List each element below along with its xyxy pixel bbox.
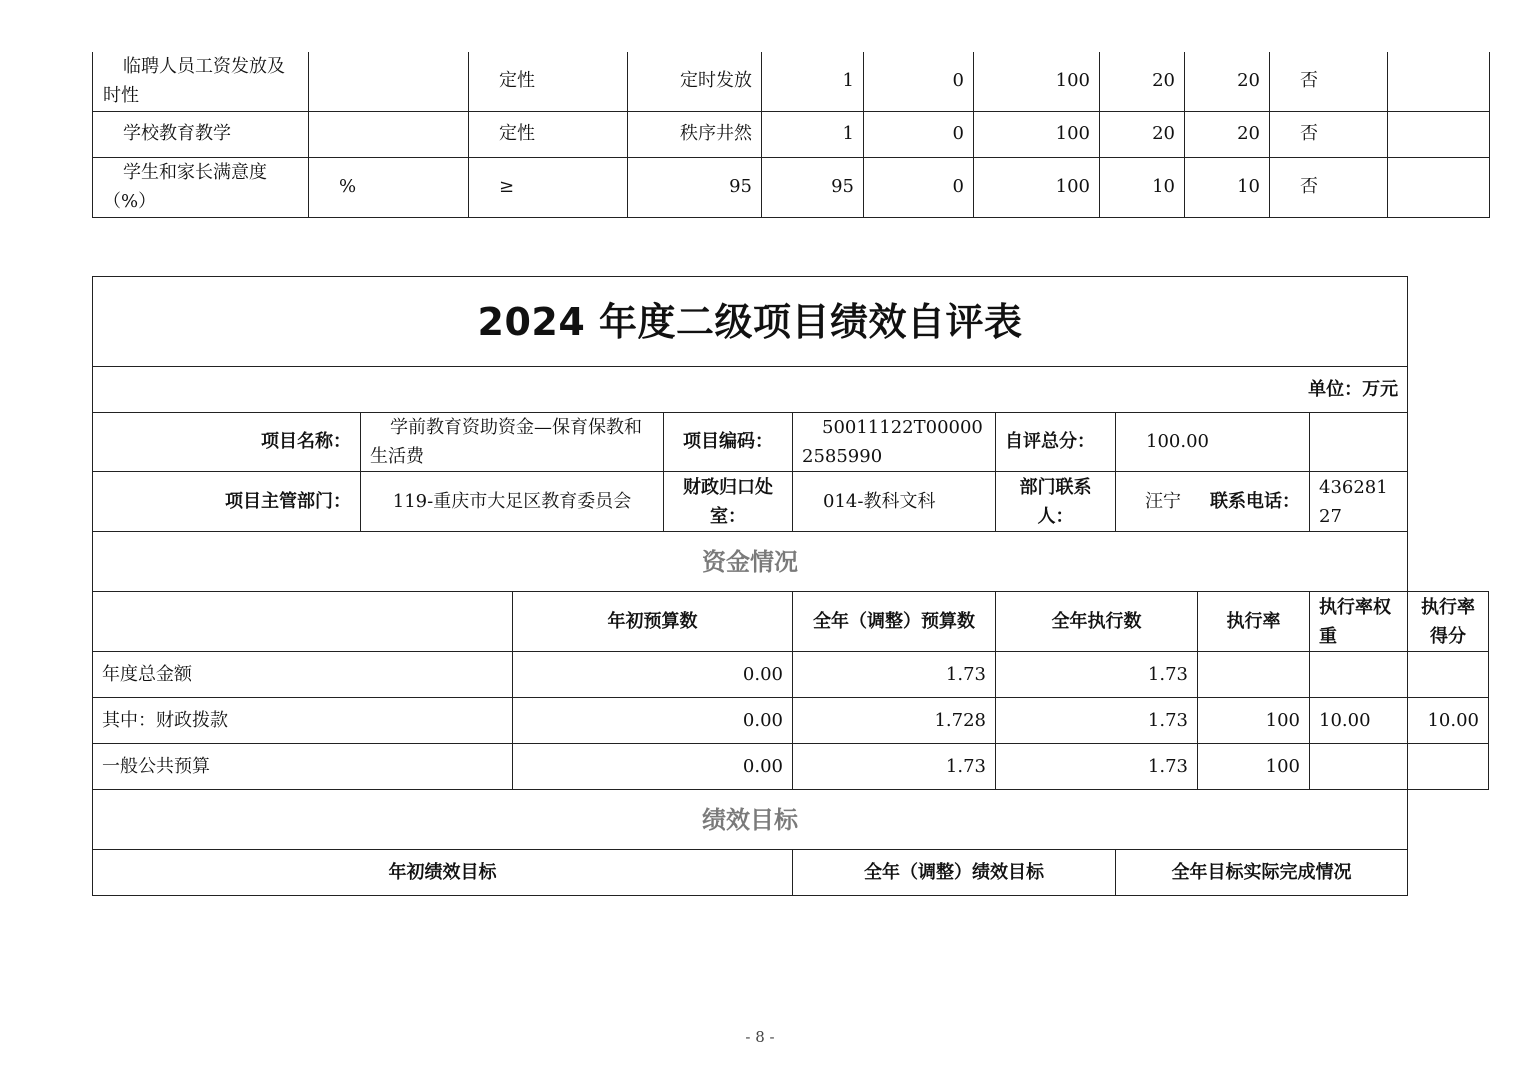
finance-label: 财政归口处室： xyxy=(664,472,793,532)
rate-cell xyxy=(1198,652,1310,698)
self-score-label: 自评总分： xyxy=(996,413,1116,472)
flag-cell: 否 xyxy=(1270,52,1388,111)
empty-cell xyxy=(1310,413,1408,472)
row-label: 其中：财政拨款 xyxy=(93,698,513,744)
rate-cell: 100 xyxy=(1198,698,1310,744)
contact-label: 部门联系人： xyxy=(996,472,1116,532)
col-header: 执行率 xyxy=(1198,592,1310,652)
perf-section-title: 绩效目标 xyxy=(93,790,1408,850)
initial-cell: 0.00 xyxy=(513,698,793,744)
dept-value: 119-重庆市大足区教育委员会 xyxy=(361,472,664,532)
perf-header-row xyxy=(93,850,1489,896)
actual-cell: 1 xyxy=(762,52,864,111)
col-header: 执行率权重 xyxy=(1310,592,1408,652)
evaluation-form xyxy=(92,276,1489,896)
weight-cell: 10 xyxy=(1100,157,1185,217)
weight-cell: 20 xyxy=(1100,111,1185,157)
unit-cell xyxy=(309,111,469,157)
score-cell xyxy=(1408,652,1489,698)
contact-value: 汪宁 xyxy=(1145,490,1181,512)
score-cell: 10.00 xyxy=(1408,698,1489,744)
actual-cell: 95 xyxy=(762,157,864,217)
rate-cell: 100 xyxy=(974,52,1100,111)
note-cell xyxy=(1388,157,1490,217)
rate-cell: 100 xyxy=(974,111,1100,157)
funds-section-title: 资金情况 xyxy=(93,532,1408,592)
note-cell xyxy=(1388,52,1490,111)
col-header: 全年执行数 xyxy=(996,592,1198,652)
phone-value: 43628127 xyxy=(1310,472,1408,532)
table-row xyxy=(93,111,1490,157)
weight-cell: 10.00 xyxy=(1310,698,1408,744)
self-score-value: 100.00 xyxy=(1116,413,1310,472)
indicator-name: 学校教育教学 xyxy=(93,111,309,157)
table-row xyxy=(93,157,1490,217)
deviation-cell: 0 xyxy=(864,52,974,111)
funds-header-row xyxy=(93,592,1489,652)
target-cell: 秩序井然 xyxy=(628,111,762,157)
row-label: 年度总金额 xyxy=(93,652,513,698)
form-title: 2024 年度二级项目绩效自评表 xyxy=(93,277,1408,367)
project-code-label: 项目编码： xyxy=(664,413,793,472)
weight-cell xyxy=(1310,744,1408,790)
executed-cell: 1.73 xyxy=(996,652,1198,698)
adjusted-cell: 1.73 xyxy=(793,744,996,790)
nature-cell: 定性 xyxy=(469,111,628,157)
unit-note: 单位：万元 xyxy=(93,367,1408,413)
nature-cell: ≥ xyxy=(469,157,628,217)
col-header: 年初预算数 xyxy=(513,592,793,652)
dept-label: 项目主管部门： xyxy=(93,472,361,532)
col-header: 全年（调整）绩效目标 xyxy=(793,850,1116,896)
note-cell xyxy=(1388,111,1490,157)
weight-cell: 20 xyxy=(1100,52,1185,111)
col-header: 执行率得分 xyxy=(1408,592,1489,652)
project-code-value: 50011122T000002585990 xyxy=(793,413,996,472)
col-header: 全年（调整）预算数 xyxy=(793,592,996,652)
actual-cell: 1 xyxy=(762,111,864,157)
adjusted-cell: 1.728 xyxy=(793,698,996,744)
executed-cell: 1.73 xyxy=(996,698,1198,744)
flag-cell: 否 xyxy=(1270,111,1388,157)
unit-cell: % xyxy=(309,157,469,217)
rate-cell: 100 xyxy=(974,157,1100,217)
weight-cell xyxy=(1310,652,1408,698)
table-row xyxy=(93,698,1489,744)
rate-cell: 100 xyxy=(1198,744,1310,790)
row-label: 一般公共预算 xyxy=(93,744,513,790)
phone-label: 汪宁 联系电话： xyxy=(1116,472,1310,532)
unit-cell xyxy=(309,52,469,111)
executed-cell: 1.73 xyxy=(996,744,1198,790)
indicator-name: 学生和家长满意度（%） xyxy=(93,157,309,217)
nature-cell: 定性 xyxy=(469,52,628,111)
indicator-name: 临聘人员工资发放及时性 xyxy=(93,52,309,111)
table-row xyxy=(93,652,1489,698)
score-cell: 10 xyxy=(1185,157,1270,217)
col-header: 全年目标实际完成情况 xyxy=(1116,850,1408,896)
initial-cell: 0.00 xyxy=(513,652,793,698)
target-cell: 95 xyxy=(628,157,762,217)
target-cell: 定时发放 xyxy=(628,52,762,111)
project-name-label: 项目名称： xyxy=(93,413,361,472)
score-cell: 20 xyxy=(1185,52,1270,111)
table-row xyxy=(93,744,1489,790)
initial-cell: 0.00 xyxy=(513,744,793,790)
score-cell xyxy=(1408,744,1489,790)
page-number: - 8 - xyxy=(745,1028,775,1046)
score-cell: 20 xyxy=(1185,111,1270,157)
project-name-value: 学前教育资助资金—保育保教和生活费 xyxy=(361,413,664,472)
finance-value: 014-教科文科 xyxy=(793,472,996,532)
deviation-cell: 0 xyxy=(864,111,974,157)
flag-cell: 否 xyxy=(1270,157,1388,217)
col-header: 年初绩效目标 xyxy=(93,850,793,896)
indicator-table xyxy=(92,52,1490,218)
table-row xyxy=(93,52,1490,111)
adjusted-cell: 1.73 xyxy=(793,652,996,698)
deviation-cell: 0 xyxy=(864,157,974,217)
